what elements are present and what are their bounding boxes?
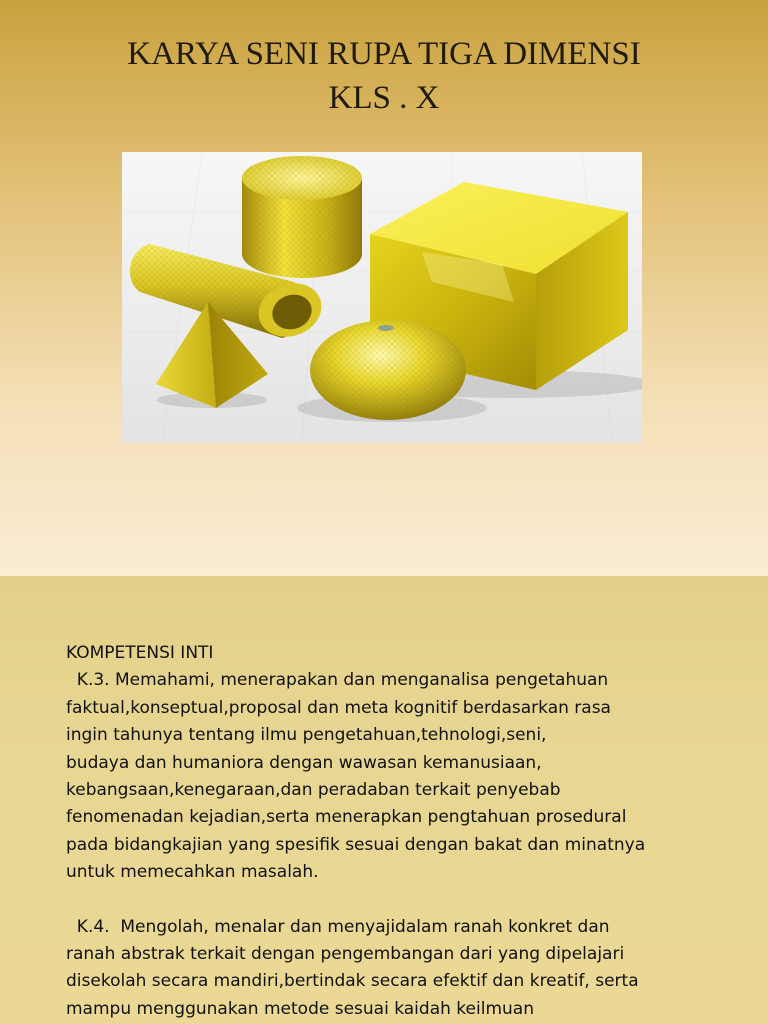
- k4-line: disekolah secara mandiri,bertindak secara efektif dan kreatif, serta: [66, 971, 639, 992]
- slide-title: [0, 32, 768, 120]
- title-line-1: KARYA SENI RUPA TIGA DIMENSI: [127, 36, 641, 72]
- title-line-2: KLS . X: [328, 80, 440, 116]
- k3-line: K.3. Memahami, menerapakan dan menganalisa pengetahuan: [66, 670, 609, 691]
- gold-shapes-image: [122, 152, 642, 443]
- k4-line: mampu menggunakan metode sesuai kaidah keilmuan: [66, 998, 534, 1019]
- k3-line: pada bidangkajian yang spesifik sesuai dengan bakat dan minatnya: [66, 834, 646, 855]
- k4-line: K.4. Mengolah, menalar dan menyajidalam ranah konkret dan: [66, 916, 610, 937]
- section-heading: KOMPETENSI INTI: [66, 643, 214, 663]
- shapes-illustration: [122, 152, 642, 443]
- k3-line: untuk memecahkan masalah.: [66, 862, 319, 883]
- k3-line: fenomenadan kejadian,serta menerapkan pengtahuan prosedural: [66, 807, 627, 828]
- sphere-shape: [310, 320, 466, 420]
- kompetensi-text: [66, 640, 746, 1023]
- k4-line: ranah abstrak terkait dengan pengembangan dari yang dipelajari: [66, 944, 625, 965]
- k3-line: faktual,konseptual,proposal dan meta kognitif berdasarkan rasa: [66, 697, 611, 718]
- cylinder-shape: [242, 156, 362, 278]
- paragraph-gap: [66, 887, 746, 914]
- k3-line: kebangsaan,kenegaraan,dan peradaban terkait penyebab: [66, 780, 561, 801]
- k3-line: ingin tahunya tentang ilmu pengetahuan,tehnologi,seni,: [66, 725, 547, 746]
- slide-kompetensi-inti: [0, 576, 768, 1024]
- k3-line: budaya dan humaniora dengan wawasan kemanusiaan,: [66, 752, 542, 773]
